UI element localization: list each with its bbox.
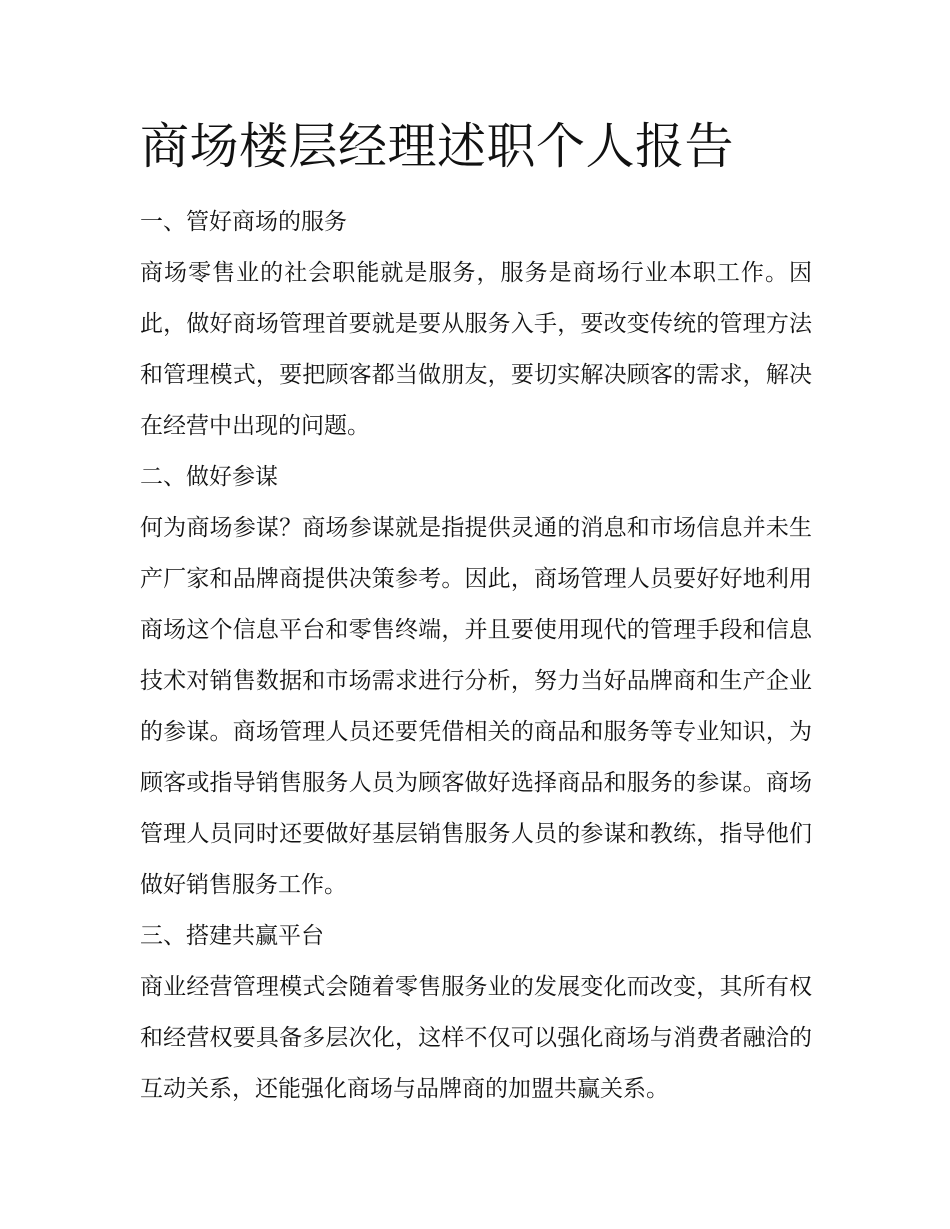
section-paragraph: 商场零售业的社会职能就是服务，服务是商场行业本职工作。因此，做好商场管理首要就是要从服务入手，要改变传统的管理方法和管理模式，要把顾客都当做朋友，要切实解决顾客的需求，解决在经营中出现的问题。 xyxy=(140,260,812,439)
document-title: 商场楼层经理述职个人报告 xyxy=(140,118,735,175)
section-paragraph: 何为商场参谋？商场参谋就是指提供灵通的消息和市场信息并未生产厂家和品牌商提供决策参考。因此，商场管理人员要好好地利用商场这个信息平台和零售终端，并且要使用现代的管理手段和信息技术对销售数据和市场需求进行分析，努力当好品牌商和生产企业的参谋。商场管理人员还要凭借相关的商品和服务等专业知识，为顾客或指导销售服务人员为顾客做好选择商品和服务的参谋。商场管理人员同时还要做好基层销售服务人员的参谋和教练，指导他们做好销售服务工作。 xyxy=(140,515,812,898)
section-paragraph: 商业经营管理模式会随着零售服务业的发展变化而改变，其所有权和经营权要具备多层次化，这样不仅可以强化商场与消费者融洽的互动关系，还能强化商场与品牌商的加盟共赢关系。 xyxy=(140,974,812,1102)
section-heading: 三、搭建共赢平台 xyxy=(140,923,324,949)
document-body xyxy=(140,197,812,1115)
section-heading: 二、做好参谋 xyxy=(140,464,278,490)
section-heading: 一、管好商场的服务 xyxy=(140,209,347,235)
